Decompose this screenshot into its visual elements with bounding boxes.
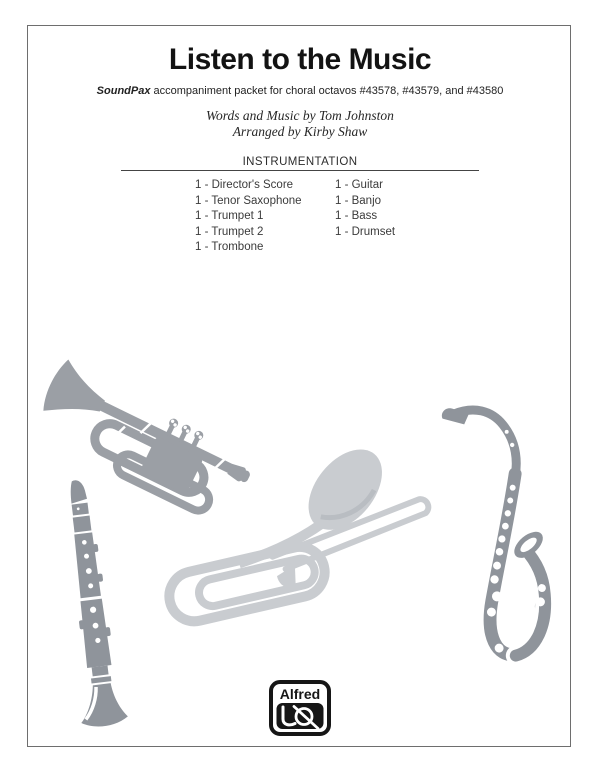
saxophone-icon [428,396,578,679]
list-item: 1 - Guitar [335,179,383,191]
instrumentation-heading: INSTRUMENTATION [242,156,358,168]
page-title: Listen to the Music [168,43,432,76]
list-item: 1 - Trumpet 2 [195,225,264,238]
soundpax-brand: SoundPax [96,85,151,97]
list-item: 1 - Drumset [335,225,396,238]
list-item: 1 - Trombone [195,241,264,253]
credit-words-music: Words and Music by Tom Johnston [206,108,394,123]
list-item: 1 - Trumpet 1 [195,210,264,222]
credit-arranger: Arranged by Kirby Shaw [232,123,368,139]
alfred-logo [269,680,331,736]
list-item: 1 - Banjo [335,194,382,207]
credits [0,108,600,139]
instrumentation-left-column [195,178,302,256]
list-item: 1 - Director's Score [195,179,294,191]
alfred-logo-mark [277,703,324,729]
subtitle-text: accompaniment packet for choral octavos #43578, #43579, and #43580 [150,85,504,97]
list-item: 1 - Tenor Saxophone [195,194,302,207]
list-item: 1 - Bass [335,210,378,222]
instrumentation-rule [121,170,479,171]
instrumentation-right-column [335,178,395,240]
subtitle [0,85,600,97]
alfred-logo-text: Alfred [279,686,321,702]
